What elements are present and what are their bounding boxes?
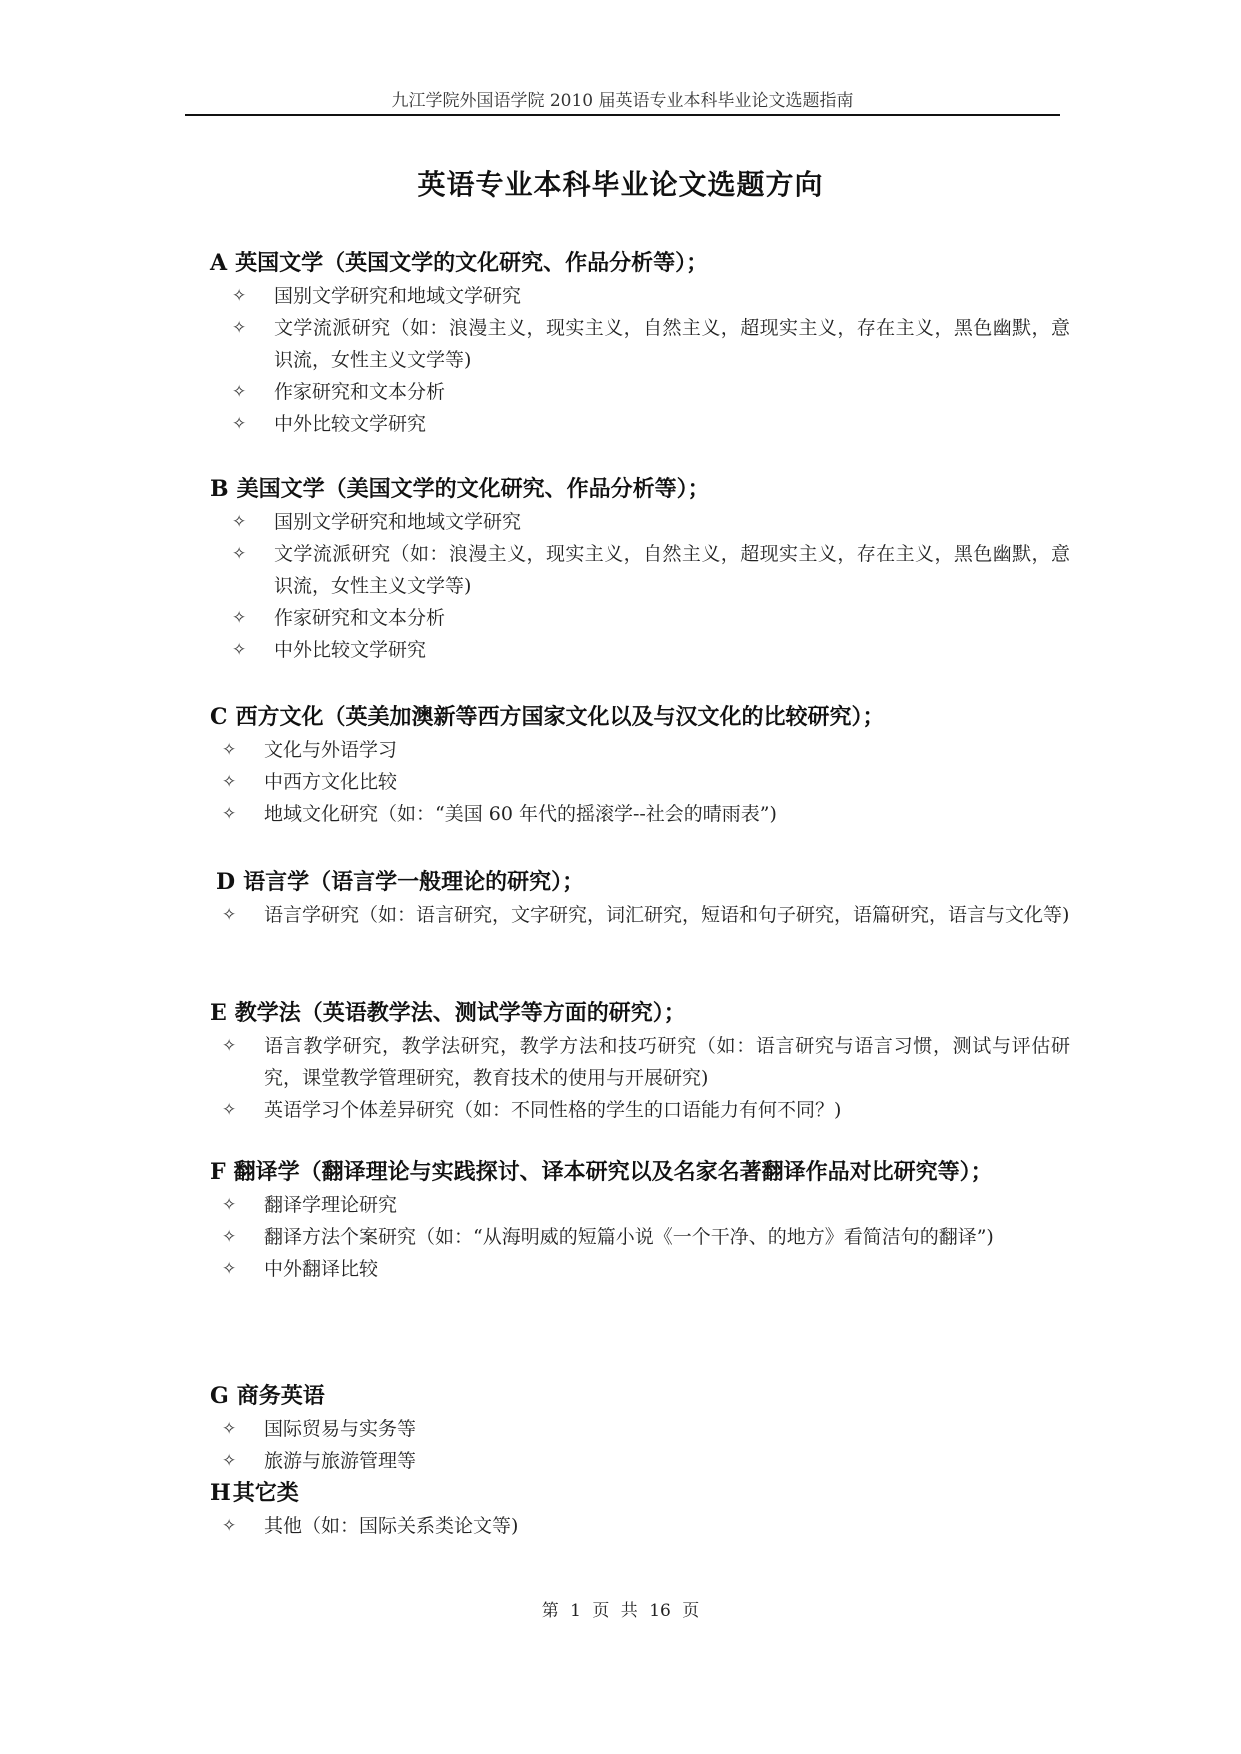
- section-c: [210, 700, 1070, 830]
- section-letter: C: [210, 704, 228, 730]
- item-text: 作家研究和文本分析: [274, 607, 446, 629]
- item-text: 语言学研究（如：语言研究，文字研究，词汇研究，短语和句子研究，语篇研究，语言与文化等): [264, 904, 1070, 926]
- section-letter: D: [216, 869, 236, 895]
- item-list: [210, 1413, 1070, 1477]
- diamond-bullet-icon: ✧: [232, 608, 247, 628]
- diamond-bullet-icon: ✧: [222, 1516, 237, 1536]
- item-text: 中外比较文学研究: [274, 413, 427, 435]
- item-list: [210, 1189, 1070, 1285]
- item-list: [210, 899, 1070, 931]
- item-text: 国别文学研究和地域文学研究: [274, 285, 522, 307]
- list-item: [210, 1253, 1070, 1285]
- item-text: 其他（如：国际关系类论文等): [264, 1515, 519, 1537]
- running-header: 九江学院外国语学院 2010 届英语专业本科毕业论文选题指南: [391, 91, 854, 111]
- diamond-bullet-icon: ✧: [232, 414, 247, 434]
- section-heading: [196, 1155, 1046, 1189]
- list-item: [210, 280, 1070, 312]
- diamond-bullet-icon: ✧: [232, 382, 247, 402]
- item-text: 英语学习个体差异研究（如：不同性格的学生的口语能力有何不同？): [264, 1099, 842, 1121]
- item-text: 语言教学研究，教学法研究，教学方法和技巧研究（如：语言研究与语言习惯，测试与评估研究，课堂教学管理研究，教育技术的使用与开展研究): [264, 1035, 1070, 1089]
- section-title: 商务英语: [236, 1383, 325, 1409]
- section-heading: [210, 472, 1070, 506]
- item-text: 国际贸易与实务等: [264, 1418, 417, 1440]
- item-text: 地域文化研究（如：“美国 60 年代的摇滚学--社会的晴雨表”): [264, 803, 777, 825]
- diamond-bullet-icon: ✧: [222, 1036, 237, 1056]
- section-title: 翻译学（翻译理论与实践探讨、译本研究以及名家名著翻译作品对比研究等）；: [233, 1159, 993, 1185]
- diamond-bullet-icon: ✧: [232, 318, 247, 338]
- section-title: 语言学（语言学一般理论的研究）；: [243, 869, 585, 895]
- section-heading: [210, 996, 1070, 1030]
- section-heading: [210, 1476, 1070, 1510]
- list-item: [210, 506, 1070, 538]
- diamond-bullet-icon: ✧: [232, 544, 247, 564]
- section-letter: G: [210, 1383, 229, 1409]
- list-item: [210, 734, 1070, 766]
- list-item: [210, 602, 1070, 634]
- section-d: [210, 865, 1070, 931]
- list-item: [210, 538, 1070, 602]
- list-item: [210, 1445, 1070, 1477]
- item-text: 作家研究和文本分析: [274, 381, 446, 403]
- section-e: [210, 996, 1070, 1126]
- page-footer: 第 1 页 共 16 页: [541, 1601, 700, 1621]
- section-title: 西方文化（英美加澳新等西方国家文化以及与汉文化的比较研究）；: [235, 704, 885, 730]
- item-text: 旅游与旅游管理等: [264, 1450, 417, 1472]
- list-item: [210, 1189, 1070, 1221]
- list-item: [210, 1094, 1070, 1126]
- section-h: [210, 1476, 1070, 1542]
- item-list: [210, 280, 1070, 440]
- list-item: [210, 634, 1070, 666]
- diamond-bullet-icon: ✧: [222, 1419, 237, 1439]
- section-title: 教学法（英语教学法、测试学等方面的研究）；: [234, 1000, 686, 1026]
- item-text: 文学流派研究（如：浪漫主义，现实主义，自然主义，超现实主义，存在主义，黑色幽默，意识流，女性主义文学等): [274, 543, 1070, 597]
- diamond-bullet-icon: ✧: [222, 1227, 237, 1247]
- section-title: 英国文学（英国文学的文化研究、作品分析等）；: [235, 250, 709, 276]
- item-text: 文化与外语学习: [264, 739, 398, 761]
- item-list: [210, 506, 1070, 666]
- diamond-bullet-icon: ✧: [222, 1259, 237, 1279]
- item-text: 文学流派研究（如：浪漫主义，现实主义，自然主义，超现实主义，存在主义，黑色幽默，意识流，女性主义文学等): [274, 317, 1070, 371]
- list-item: [210, 312, 1070, 376]
- diamond-bullet-icon: ✧: [232, 512, 247, 532]
- section-a: [210, 246, 1070, 440]
- section-heading: [210, 1379, 1070, 1413]
- list-item: [210, 1030, 1070, 1094]
- diamond-bullet-icon: ✧: [222, 740, 237, 760]
- section-letter: A: [210, 250, 228, 276]
- section-letter: B: [210, 476, 229, 502]
- item-text: 中外比较文学研究: [274, 639, 427, 661]
- diamond-bullet-icon: ✧: [222, 804, 237, 824]
- diamond-bullet-icon: ✧: [232, 286, 247, 306]
- list-item: [210, 1413, 1070, 1445]
- diamond-bullet-icon: ✧: [222, 1451, 237, 1471]
- section-b: [210, 472, 1070, 666]
- item-text: 中西方文化比较: [264, 771, 398, 793]
- item-text: 翻译学理论研究: [264, 1194, 398, 1216]
- section-heading: [210, 700, 1070, 734]
- item-text: 翻译方法个案研究（如：“从海明威的短篇小说《一个干净、的地方》看简洁句的翻译”): [264, 1226, 994, 1248]
- item-list: [210, 1030, 1070, 1126]
- document-title: 英语专业本科毕业论文选题方向: [417, 168, 824, 201]
- section-f: [210, 1155, 1070, 1285]
- item-text: 中外翻译比较: [264, 1258, 379, 1280]
- section-letter: H: [210, 1480, 231, 1506]
- list-item: [210, 1510, 1070, 1542]
- list-item: [210, 376, 1070, 408]
- section-heading: [210, 246, 1070, 280]
- section-title: 其它类: [232, 1480, 299, 1506]
- list-item: [210, 766, 1070, 798]
- list-item: [210, 1221, 1070, 1253]
- section-g: [210, 1379, 1070, 1477]
- item-list: [210, 734, 1070, 830]
- item-list: [210, 1510, 1070, 1542]
- diamond-bullet-icon: ✧: [222, 905, 237, 925]
- header-rule: [185, 114, 1060, 116]
- list-item: [210, 408, 1070, 440]
- list-item: [210, 899, 1070, 931]
- section-letter: E: [210, 1000, 227, 1026]
- section-heading: [210, 865, 1070, 899]
- diamond-bullet-icon: ✧: [222, 1100, 237, 1120]
- item-text: 国别文学研究和地域文学研究: [274, 511, 522, 533]
- diamond-bullet-icon: ✧: [222, 772, 237, 792]
- list-item: [210, 798, 1070, 830]
- diamond-bullet-icon: ✧: [222, 1195, 237, 1215]
- diamond-bullet-icon: ✧: [232, 640, 247, 660]
- section-title: 美国文学（美国文学的文化研究、作品分析等）；: [236, 476, 710, 502]
- section-letter: F: [210, 1159, 226, 1185]
